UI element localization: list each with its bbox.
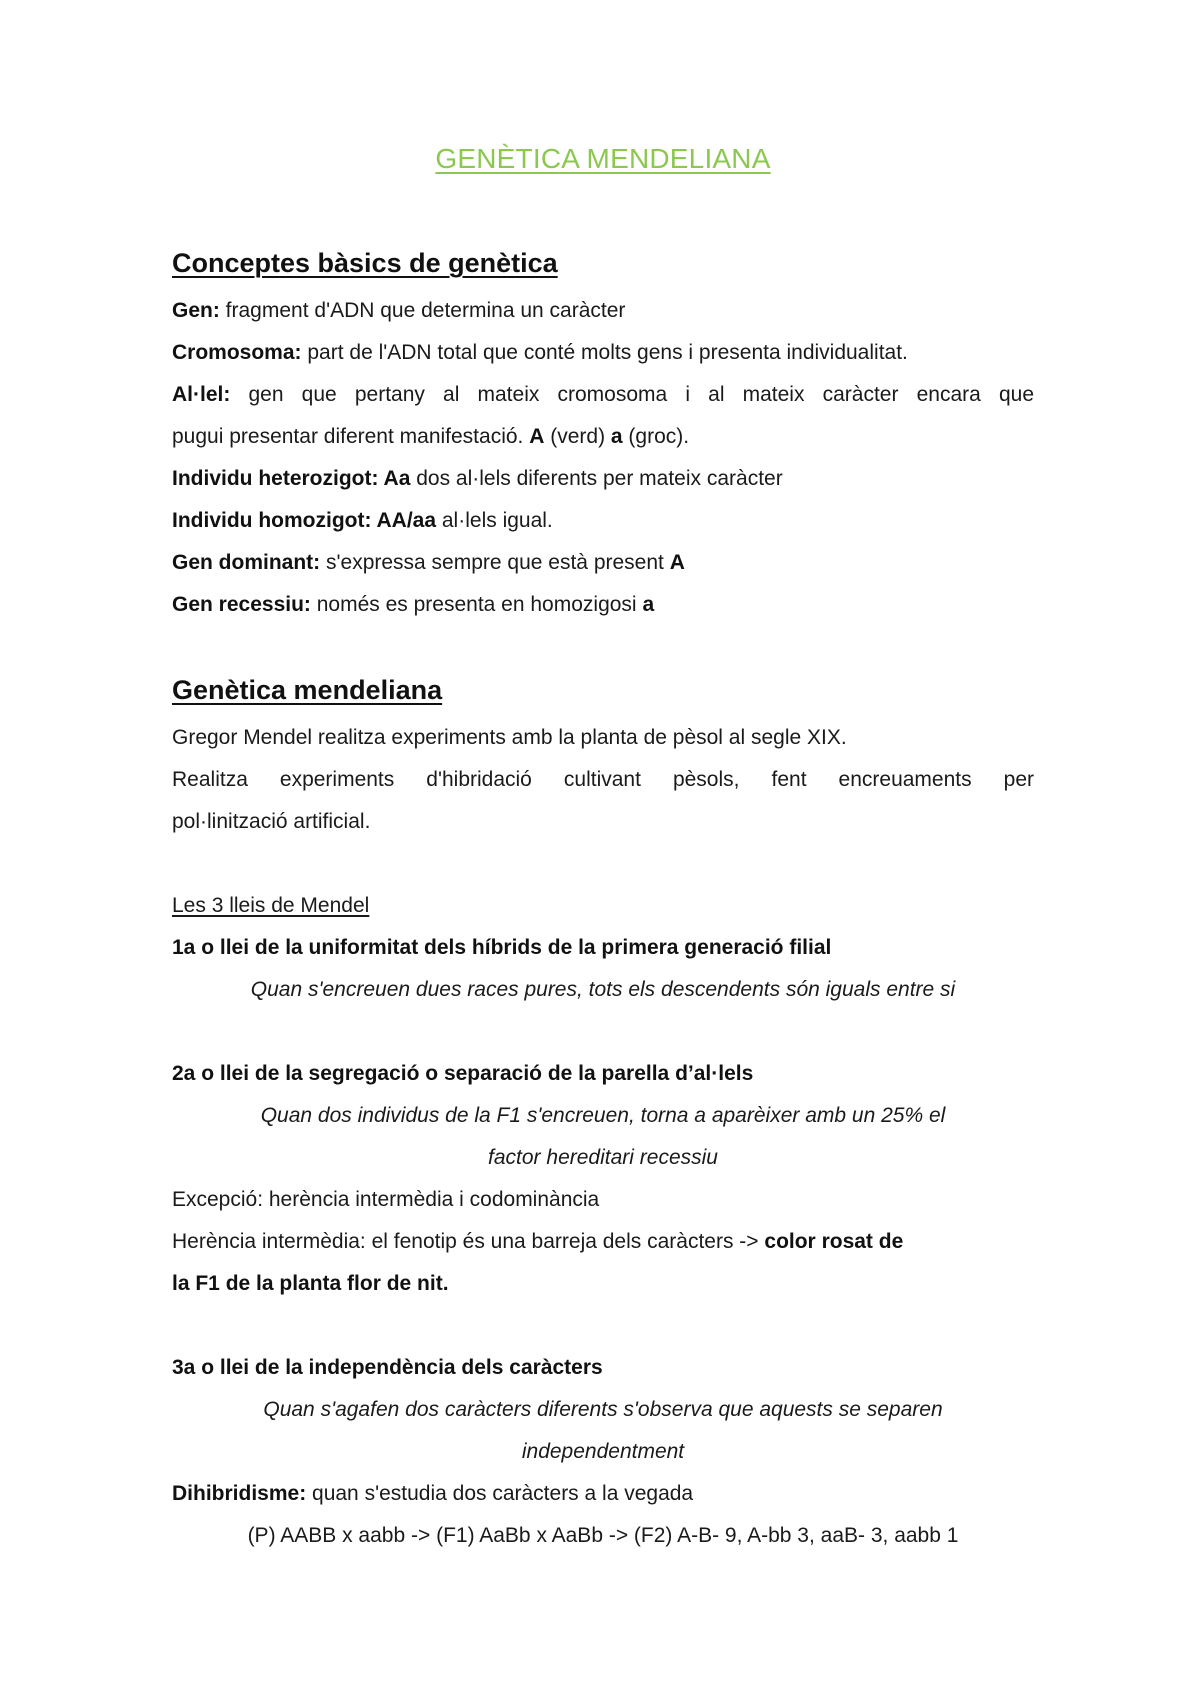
definition-dihibridisme [172,1479,1034,1509]
term-dihibridisme: Dihibridisme: [172,1482,307,1505]
section-heading-basic-concepts: Conceptes bàsics de genètica [172,248,558,278]
def-gen: fragment d'ADN que determina un caràcter [219,299,626,322]
allel-verd: (verd) [544,425,611,448]
paragraph-mendel-intro: Gregor Mendel realitza experiments amb la planta de pèsol al segle XIX. [172,726,847,749]
law2-statement-line1: Quan dos individus de la F1 s'encreuen, torna a aparèixer amb un 25% el [260,1104,946,1127]
laws-heading-text: Les 3 lleis de Mendel [172,894,370,917]
intermediate-inheritance-line1 [172,1227,1034,1257]
law3-statement-line2: independentment [521,1440,685,1463]
recessive-symbol: a [642,593,655,616]
allel-dominant-symbol: A [529,425,545,448]
section-heading-mendelian-genetics: Genètica mendeliana [172,675,443,705]
dominant-symbol: A [669,551,685,574]
term-gen-dominant: Gen dominant: [172,551,321,574]
laws-heading [172,891,1034,921]
term-gen-recessiu: Gen recessiu: [172,593,311,616]
intermediate-inheritance-line2 [172,1269,1034,1299]
definition-gen-dominant [172,548,1034,578]
definition-allel-line1 [172,380,1034,410]
term-allel: Al·lel: [172,383,231,406]
paragraph-hybridization-line2: pol·linització artificial. [172,810,371,833]
def-allel-part2: pugui presentar diferent manifestació. [172,425,530,448]
law2-statement-line2: factor hereditari recessiu [488,1146,718,1169]
law3-statement-line1: Quan s'agafen dos caràcters diferents s'observa que aquests se separen [263,1398,943,1421]
law3-title [172,1353,1034,1383]
allel-recessive-symbol: a [610,425,623,448]
law1-title [172,933,1034,963]
intermediate-inheritance-text: Herència intermèdia: el fenotip és una barreja dels caràcters -> [172,1230,765,1253]
def-heterozigot: dos al·lels diferents per mateix caràcter [410,467,783,490]
def-gen-dominant: s'expressa sempre que està present [320,551,670,574]
term-cromosoma: Cromosoma: [172,341,302,364]
def-homozigot: al·lels igual. [436,509,553,532]
document-title: GENÈTICA MENDELIANA [435,143,771,174]
paragraph-hybridization-line1: Realitza experiments d'hibridació cultivant pèsols, fent encreuaments per [172,768,1034,791]
law2-title-text: 2a o llei de la segregació o separació de la parella d’al·lels [172,1062,754,1085]
law2-exception: Excepció: herència intermèdia i codominància [172,1188,600,1211]
term-heterozigot: Individu heterozigot: Aa [172,467,411,490]
law1-title-text: 1a o llei de la uniformitat dels híbrids de la primera generació filial [172,936,832,959]
law3-title-text: 3a o llei de la independència dels caràcters [172,1356,603,1379]
intermediate-inheritance-example-part2: la F1 de la planta flor de nit. [172,1272,449,1295]
definition-homozigot [172,506,1034,536]
definition-heterozigot [172,464,1034,494]
definition-gen [172,296,1034,326]
def-allel-part1: gen que pertany al mateix cromosoma i al mateix caràcter encara que [230,383,1034,406]
def-cromosoma: part de l'ADN total que conté molts gens i presenta individualitat. [301,341,908,364]
definition-gen-recessiu [172,590,1034,620]
def-gen-recessiu: només es presenta en homozigosi [310,593,643,616]
intermediate-inheritance-example-part1: color rosat de [764,1230,904,1253]
law2-title [172,1059,1034,1089]
definition-allel-line2 [172,422,1034,452]
definition-cromosoma [172,338,1034,368]
law1-statement: Quan s'encreuen dues races pures, tots els descendents són iguals entre si [250,978,956,1001]
term-homozigot: Individu homozigot: AA/aa [172,509,437,532]
def-dihibridisme: quan s'estudia dos caràcters a la vegada [306,1482,694,1505]
term-gen: Gen: [172,299,220,322]
allel-groc: (groc). [622,425,690,448]
dihybrid-cross-example: (P) AABB x aabb -> (F1) AaBb x AaBb -> (F2) A-B- 9, A-bb 3, aaB- 3, aabb 1 [247,1524,959,1547]
